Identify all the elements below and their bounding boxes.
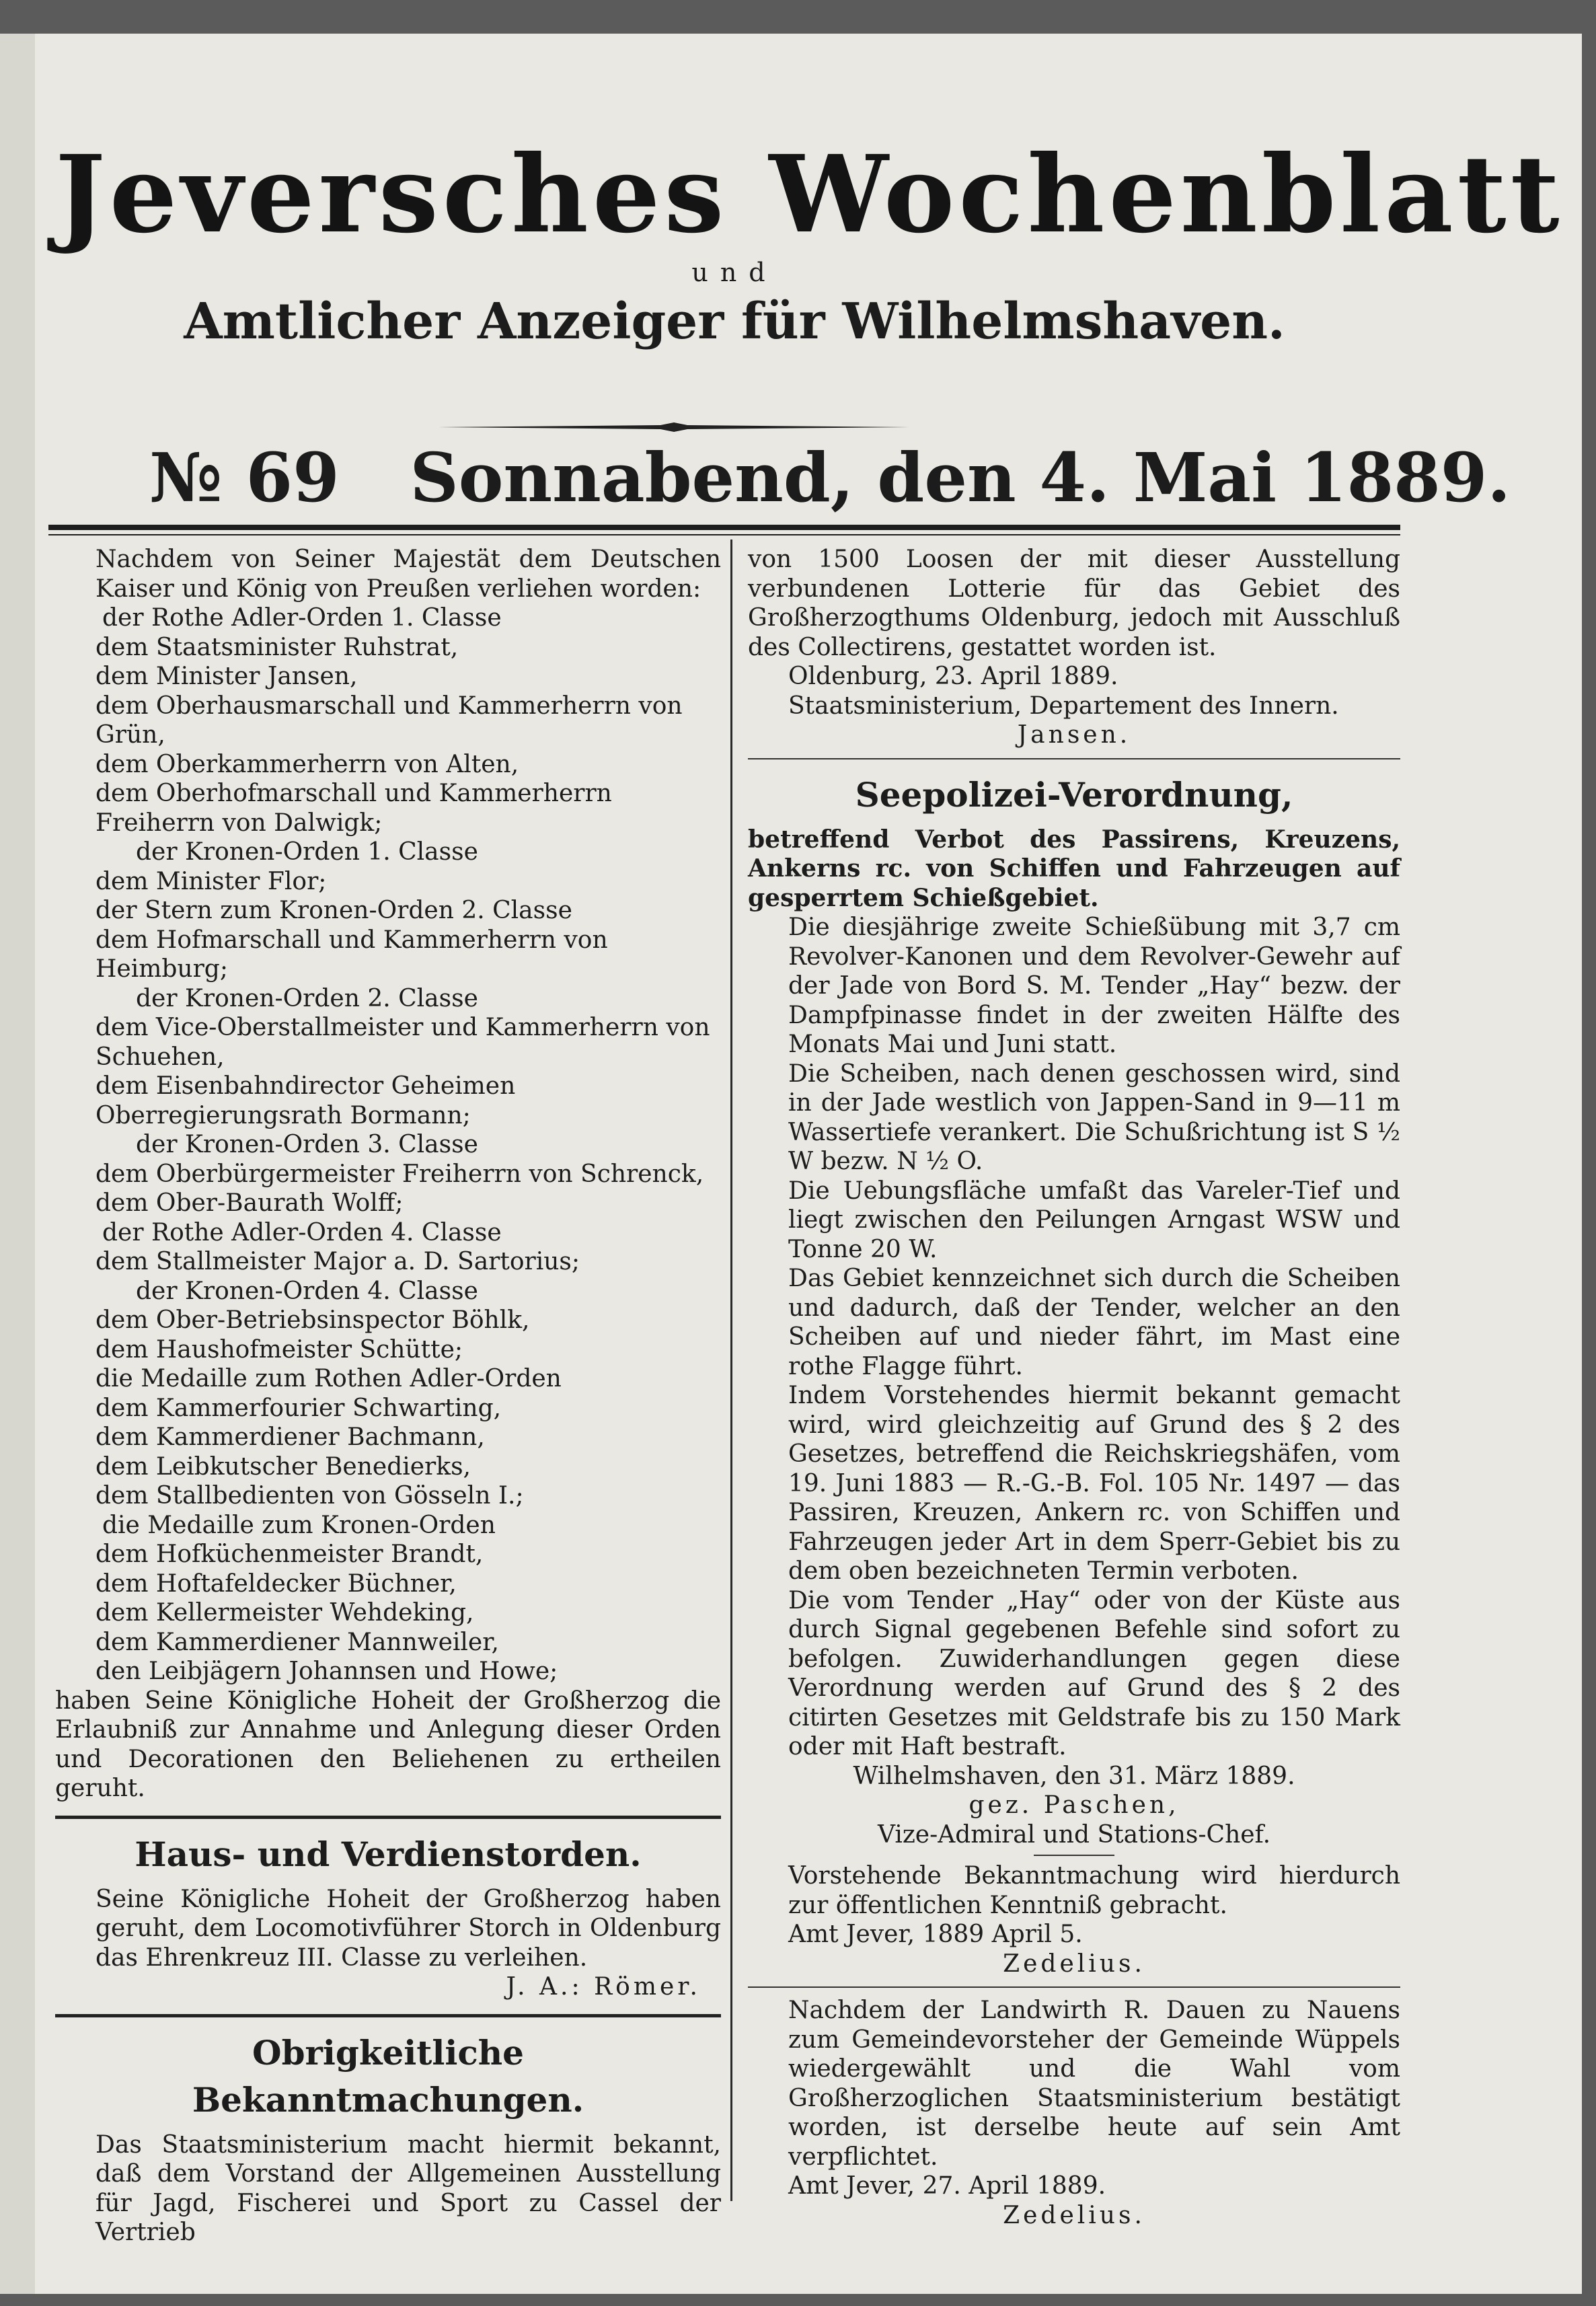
seepolizei-paragraph: Die Scheiben, nach denen geschossen wird, sind in der Jade westlich von Jappen-Sand in 9—11 m Wassertiefe verankert. Die Schußrichtung ist S ½ W bezw. N ½ O. xyxy=(788,1059,1400,1175)
orden-line: dem Kammerdiener Bachmann, xyxy=(96,1423,485,1451)
continuation-text: von 1500 Loosen der mit dieser Ausstellung verbundenen Lotterie für das Gebiet des Großherzogthums Oldenburg, jedoch mit Ausschluß des Collectirens, gestattet worden ist. xyxy=(748,546,1400,661)
seepolizei-role: Vize-Admiral und Stations-Chef. xyxy=(877,1820,1271,1849)
lottery-continuation xyxy=(748,545,1400,750)
section-rule xyxy=(748,1986,1400,1988)
orden-line: der Rothe Adler-Orden 4. Classe xyxy=(102,1218,502,1247)
column-divider xyxy=(730,540,732,2201)
orden-list xyxy=(55,603,721,1686)
orden-line: dem Ober-Baurath Wolff; xyxy=(96,1189,404,1217)
orden-line: dem Hofmarschall und Kammerherrn von Heimburg; xyxy=(96,926,608,983)
orden-line: die Medaille zum Rothen Adler-Orden xyxy=(96,1365,562,1392)
continuation-place-date: Oldenburg, 23. April 1889. xyxy=(788,663,1118,690)
orden-line: dem Vice-Oberstallmeister und Kammerherrn von Schuehen, xyxy=(96,1014,710,1071)
orden-line: dem Oberbürgermeister Freiherrn von Schrenck, xyxy=(96,1160,704,1188)
orden-line: dem Kellermeister Wehdeking, xyxy=(96,1599,474,1627)
orden-line: dem Minister Flor; xyxy=(96,867,327,895)
short-rule xyxy=(1034,1855,1114,1856)
section-rule xyxy=(748,758,1400,759)
seepolizei-paragraph: Die vom Tender „Hay“ oder von der Küste aus durch Signal gegebenen Befehle sind sofort zu befolgen. Zuwiderhandlungen gegen diese Verordnung werden auf Grund des § 2 des citirten Gesetzes mit Geldstrafe bis zu 150 Mark oder mit Haft bestraft. xyxy=(788,1586,1400,1760)
orden-line: dem Kammerdiener Mannweiler, xyxy=(96,1628,499,1656)
seepolizei-paragraph: Die diesjährige zweite Schießübung mit 3,7 cm Revolver-Kanonen und dem Revolver-Gewehr auf der Jade von Bord S. M. Tender „Hay“ bezw. der Dampfpinasse findet in der zweiten Hälfte des Monats Mai und Juni statt. xyxy=(788,914,1400,1058)
orden-line: dem Haushofmeister Schütte; xyxy=(96,1335,463,1364)
orden-closing: haben Seine Königliche Hoheit der Großherzog die Erlaubniß zur Annahme und Anlegung dieser Orden und Decorationen den Beliehenen zu ertheilen geruht. xyxy=(55,1686,721,1802)
orden-intro: Nachdem von Seiner Majestät dem Deutschen Kaiser und König von Preußen verliehen worden: xyxy=(96,546,721,603)
left-column xyxy=(55,545,721,2247)
orden-line: dem Oberhausmarschall und Kammerherrn von Grün, xyxy=(96,692,683,749)
orden-line: dem Hofküchenmeister Brandt, xyxy=(96,1540,484,1568)
amt-notice-2 xyxy=(748,1996,1400,2230)
seepolizei-heading: Seepolizei-Verordnung, xyxy=(855,774,1293,815)
masthead xyxy=(55,133,1564,354)
issue-line xyxy=(149,437,1511,518)
adjacent-page-edge xyxy=(0,34,37,2294)
issue-number: № 69 xyxy=(149,438,340,517)
issue-date: Sonnabend, den 4. Mai 1889. xyxy=(410,438,1511,517)
orden-line: der Stern zum Kronen-Orden 2. Classe xyxy=(96,897,572,924)
orden-line: dem Minister Jansen, xyxy=(96,663,358,690)
orden-line: dem Stallmeister Major a. D. Sartorius; xyxy=(96,1248,580,1275)
amt1-signature: Zedelius. xyxy=(1003,1949,1145,1978)
orden-line: die Medaille zum Kronen-Orden xyxy=(102,1511,496,1539)
orden-line: dem Leibkutscher Benedierks, xyxy=(96,1452,471,1481)
seepolizei-place-date: Wilhelmshaven, den 31. März 1889. xyxy=(853,1762,1295,1790)
orden-line: der Kronen-Orden 1. Classe xyxy=(136,838,478,866)
continuation-authority: Staatsministerium, Departement des Innern. xyxy=(788,692,1339,720)
header-rule xyxy=(48,525,1400,530)
hausorden-signature: J. A.: Römer. xyxy=(506,1973,701,2001)
newspaper-page xyxy=(35,34,1582,2294)
hausorden-text: Seine Königliche Hoheit der Großherzog haben geruht, dem Locomotivführer Storch in Oldenburg das Ehrenkreuz III. Classe zu verleihen. xyxy=(96,1885,721,1972)
obrigkeitliche-notice xyxy=(55,2030,721,2247)
hausorden-heading: Haus- und Verdienstorden. xyxy=(135,1834,642,1874)
obrigkeitliche-text: Das Staatsministerium macht hiermit bekannt, daß dem Vorstand der Allgemeinen Ausstellung für Jagd, Fischerei und Sport zu Cassel der Vertrieb xyxy=(96,2130,721,2246)
orden-line: dem Oberkammerherrn von Alten, xyxy=(96,750,519,778)
seepolizei-paragraph: Die Uebungsfläche umfaßt das Vareler-Tief und liegt zwischen den Peilungen Arngast WSW und Tonne 20 W. xyxy=(788,1177,1400,1263)
seepolizei-paragraph: Das Gebiet kennzeichnet sich durch die Scheiben und dadurch, daß der Tender, welcher an den Scheiben auf und nieder fährt, im Mast eine rothe Flagge führt. xyxy=(788,1265,1400,1380)
seepolizei-notice xyxy=(748,772,1400,1850)
orden-line: dem Kammerfourier Schwarting, xyxy=(96,1394,502,1422)
amt1-place-date: Amt Jever, 1889 April 5. xyxy=(788,1921,1083,1948)
masthead-und: und xyxy=(691,258,777,287)
masthead-ornament xyxy=(439,422,909,432)
amt2-text: Nachdem der Landwirth R. Dauen zu Nauens zum Gemeindevorsteher der Gemeinde Wüppels wiedergewählt und die Wahl vom Großherzoglichen Staatsministerium bestätigt worden, ist derselbe heute auf sein Amt verpflichtet. xyxy=(788,1997,1400,2171)
orden-line: der Kronen-Orden 4. Classe xyxy=(136,1277,478,1305)
orden-line: dem Stallbedienten von Gösseln I.; xyxy=(96,1482,524,1510)
amt2-place-date: Amt Jever, 27. April 1889. xyxy=(788,2172,1106,2200)
orden-line: der Kronen-Orden 2. Classe xyxy=(136,984,478,1012)
masthead-title: Jeversches Wochenblatt xyxy=(55,133,1564,257)
seepolizei-paragraph: Indem Vorstehendes hiermit bekannt gemacht wird, wird gleichzeitig auf Grund des § 2 des Gesetzes, betreffend die Reichskriegshäfen, vom 19. Juni 1883 — R.-G.-B. Fol. 105 Nr. 1497 — das Passiren, Kreuzen, Ankern rc. von Schiffen und Fahrzeugen jeder Art in dem Sperr-Gebiet bis zu dem oben bezeichneten Termin verboten. xyxy=(788,1382,1400,1585)
masthead-subtitle: Amtlicher Anzeiger für Wilhelmshaven. xyxy=(184,293,1285,350)
continuation-signature: Jansen. xyxy=(1017,721,1131,749)
orden-line: der Rothe Adler-Orden 1. Classe xyxy=(102,604,502,632)
amt1-text: Vorstehende Bekanntmachung wird hierdurch zur öffentlichen Kenntniß gebracht. xyxy=(788,1862,1400,1919)
orden-line: dem Eisenbahndirector Geheimen Oberregierungsrath Bormann; xyxy=(96,1072,516,1129)
orden-notice xyxy=(55,545,721,1803)
seepolizei-paragraphs xyxy=(748,913,1400,1762)
amt2-signature: Zedelius. xyxy=(1003,2201,1145,2229)
seepolizei-subheading: betreffend Verbot des Passirens, Kreuzens, Ankerns rc. von Schiffen und Fahrzeugen auf gesperrtem Schießgebiet. xyxy=(748,825,1400,912)
orden-line: dem Oberhofmarschall und Kammerherrn Freiherrn von Dalwigk; xyxy=(96,780,612,837)
orden-line: den Leibjägern Johannsen und Howe; xyxy=(96,1658,558,1685)
right-column xyxy=(748,545,1400,2230)
orden-line: der Kronen-Orden 3. Classe xyxy=(136,1131,478,1158)
hausorden-notice xyxy=(55,1831,721,2002)
orden-line: dem Ober-Betriebsinspector Böhlk, xyxy=(96,1306,530,1334)
seepolizei-signed: gez. Paschen, xyxy=(968,1791,1180,1819)
orden-line: dem Hoftafeldecker Büchner, xyxy=(96,1569,457,1598)
orden-line: dem Staatsminister Ruhstrat, xyxy=(96,633,459,661)
section-rule xyxy=(55,2014,721,2017)
section-rule xyxy=(55,1816,721,1819)
header-rule-thin xyxy=(48,534,1400,535)
amt-notice-1 xyxy=(748,1861,1400,1978)
obrigkeitliche-heading: Obrigkeitliche Bekanntmachungen. xyxy=(192,2032,584,2120)
